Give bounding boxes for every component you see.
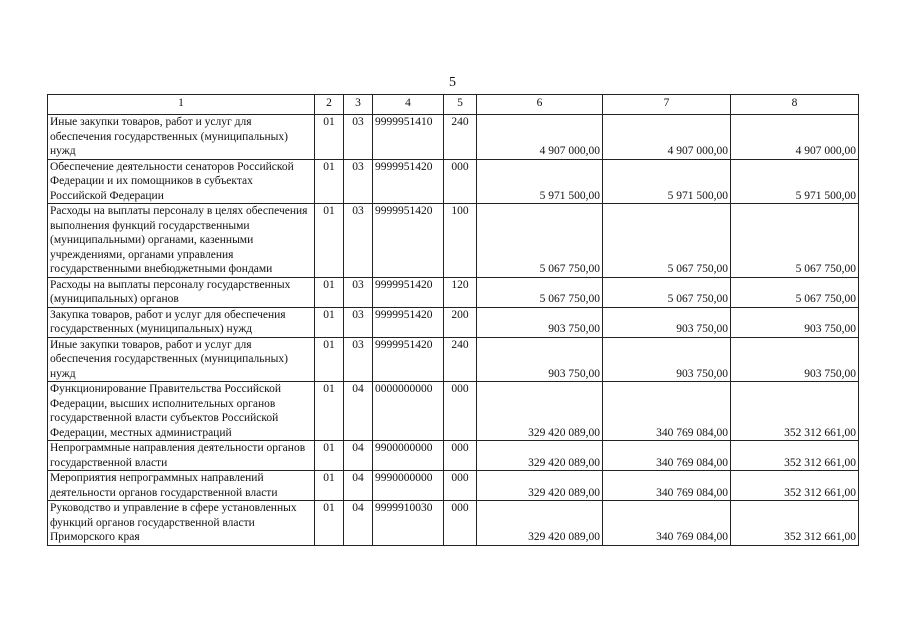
subsection-code-cell: 03 (344, 277, 373, 307)
target-article-cell: 9999951420 (373, 204, 444, 278)
amount-col6-cell: 903 750,00 (477, 307, 603, 337)
amount-col8-cell: 903 750,00 (731, 307, 859, 337)
expense-type-cell: 240 (444, 115, 477, 160)
column-header: 5 (444, 95, 477, 115)
amount-col8-cell: 903 750,00 (731, 337, 859, 382)
subsection-code-cell: 04 (344, 501, 373, 546)
subsection-code-cell: 03 (344, 337, 373, 382)
amount-col6-cell: 329 420 089,00 (477, 382, 603, 441)
table-row (48, 471, 859, 501)
section-code-cell: 01 (315, 441, 344, 471)
section-code-cell: 01 (315, 159, 344, 204)
target-article-cell: 9999951420 (373, 307, 444, 337)
row-name-cell: Расходы на выплаты персоналу государственных (муниципальных) органов (48, 277, 315, 307)
expense-type-cell: 000 (444, 159, 477, 204)
target-article-cell: 9999951420 (373, 277, 444, 307)
subsection-code-cell: 03 (344, 159, 373, 204)
amount-col7-cell: 340 769 084,00 (603, 382, 731, 441)
row-name-cell: Обеспечение деятельности сенаторов Российской Федерации и их помощников в субъектах Российской Федерации (48, 159, 315, 204)
table-row (48, 501, 859, 546)
amount-col8-cell: 4 907 000,00 (731, 115, 859, 160)
amount-col7-cell: 340 769 084,00 (603, 441, 731, 471)
amount-col7-cell: 340 769 084,00 (603, 501, 731, 546)
expense-type-cell: 120 (444, 277, 477, 307)
section-code-cell: 01 (315, 501, 344, 546)
column-header: 1 (48, 95, 315, 115)
amount-col7-cell: 5 067 750,00 (603, 277, 731, 307)
subsection-code-cell: 03 (344, 204, 373, 278)
section-code-cell: 01 (315, 337, 344, 382)
column-header: 7 (603, 95, 731, 115)
section-code-cell: 01 (315, 277, 344, 307)
expense-type-cell: 200 (444, 307, 477, 337)
table-row (48, 382, 859, 441)
amount-col7-cell: 340 769 084,00 (603, 471, 731, 501)
amount-col8-cell: 352 312 661,00 (731, 471, 859, 501)
row-name-cell: Закупка товаров, работ и услуг для обеспечения государственных (муниципальных) нужд (48, 307, 315, 337)
column-header: 2 (315, 95, 344, 115)
subsection-code-cell: 04 (344, 471, 373, 501)
section-code-cell: 01 (315, 471, 344, 501)
target-article-cell: 9990000000 (373, 471, 444, 501)
page-number: 5 (449, 75, 456, 90)
column-header: 8 (731, 95, 859, 115)
amount-col7-cell: 5 067 750,00 (603, 204, 731, 278)
amount-col7-cell: 903 750,00 (603, 337, 731, 382)
amount-col7-cell: 4 907 000,00 (603, 115, 731, 160)
column-header: 6 (477, 95, 603, 115)
row-name-cell: Мероприятия непрограммных направлений деятельности органов государственной власти (48, 471, 315, 501)
table-row (48, 159, 859, 204)
target-article-cell: 9999910030 (373, 501, 444, 546)
row-name-cell: Расходы на выплаты персоналу в целях обеспечения выполнения функций государственными (муниципальными) органами, казенными учреждениями, органами управления государственными внебюджетными фондами (48, 204, 315, 278)
amount-col8-cell: 352 312 661,00 (731, 441, 859, 471)
amount-col8-cell: 5 971 500,00 (731, 159, 859, 204)
target-article-cell: 9900000000 (373, 441, 444, 471)
target-article-cell: 0000000000 (373, 382, 444, 441)
row-name-cell: Иные закупки товаров, работ и услуг для обеспечения государственных (муниципальных) нужд (48, 337, 315, 382)
expense-type-cell: 100 (444, 204, 477, 278)
table-row (48, 115, 859, 160)
row-name-cell: Непрограммные направления деятельности органов государственной власти (48, 441, 315, 471)
expense-type-cell: 000 (444, 382, 477, 441)
amount-col6-cell: 903 750,00 (477, 337, 603, 382)
section-code-cell: 01 (315, 204, 344, 278)
subsection-code-cell: 04 (344, 382, 373, 441)
amount-col6-cell: 329 420 089,00 (477, 471, 603, 501)
section-code-cell: 01 (315, 115, 344, 160)
budget-table (47, 94, 859, 546)
column-header: 3 (344, 95, 373, 115)
amount-col8-cell: 352 312 661,00 (731, 501, 859, 546)
target-article-cell: 9999951420 (373, 337, 444, 382)
column-header: 4 (373, 95, 444, 115)
table-row (48, 307, 859, 337)
amount-col6-cell: 4 907 000,00 (477, 115, 603, 160)
section-code-cell: 01 (315, 382, 344, 441)
subsection-code-cell: 04 (344, 441, 373, 471)
expense-type-cell: 000 (444, 441, 477, 471)
row-name-cell: Иные закупки товаров, работ и услуг для обеспечения государственных (муниципальных) нужд (48, 115, 315, 160)
table-row (48, 277, 859, 307)
amount-col8-cell: 352 312 661,00 (731, 382, 859, 441)
amount-col6-cell: 5 067 750,00 (477, 277, 603, 307)
section-code-cell: 01 (315, 307, 344, 337)
expense-type-cell: 000 (444, 471, 477, 501)
target-article-cell: 9999951410 (373, 115, 444, 160)
amount-col8-cell: 5 067 750,00 (731, 277, 859, 307)
table-row (48, 204, 859, 278)
amount-col6-cell: 329 420 089,00 (477, 501, 603, 546)
row-name-cell: Функционирование Правительства Российской Федерации, высших исполнительных органов государственной власти субъектов Российской Федерации, местных администраций (48, 382, 315, 441)
amount-col6-cell: 5 067 750,00 (477, 204, 603, 278)
target-article-cell: 9999951420 (373, 159, 444, 204)
amount-col8-cell: 5 067 750,00 (731, 204, 859, 278)
expense-type-cell: 000 (444, 501, 477, 546)
amount-col6-cell: 329 420 089,00 (477, 441, 603, 471)
amount-col6-cell: 5 971 500,00 (477, 159, 603, 204)
table-header-row (48, 95, 859, 115)
expense-type-cell: 240 (444, 337, 477, 382)
subsection-code-cell: 03 (344, 115, 373, 160)
row-name-cell: Руководство и управление в сфере установленных функций органов государственной власти Приморского края (48, 501, 315, 546)
table-row (48, 441, 859, 471)
amount-col7-cell: 903 750,00 (603, 307, 731, 337)
subsection-code-cell: 03 (344, 307, 373, 337)
table-row (48, 337, 859, 382)
amount-col7-cell: 5 971 500,00 (603, 159, 731, 204)
